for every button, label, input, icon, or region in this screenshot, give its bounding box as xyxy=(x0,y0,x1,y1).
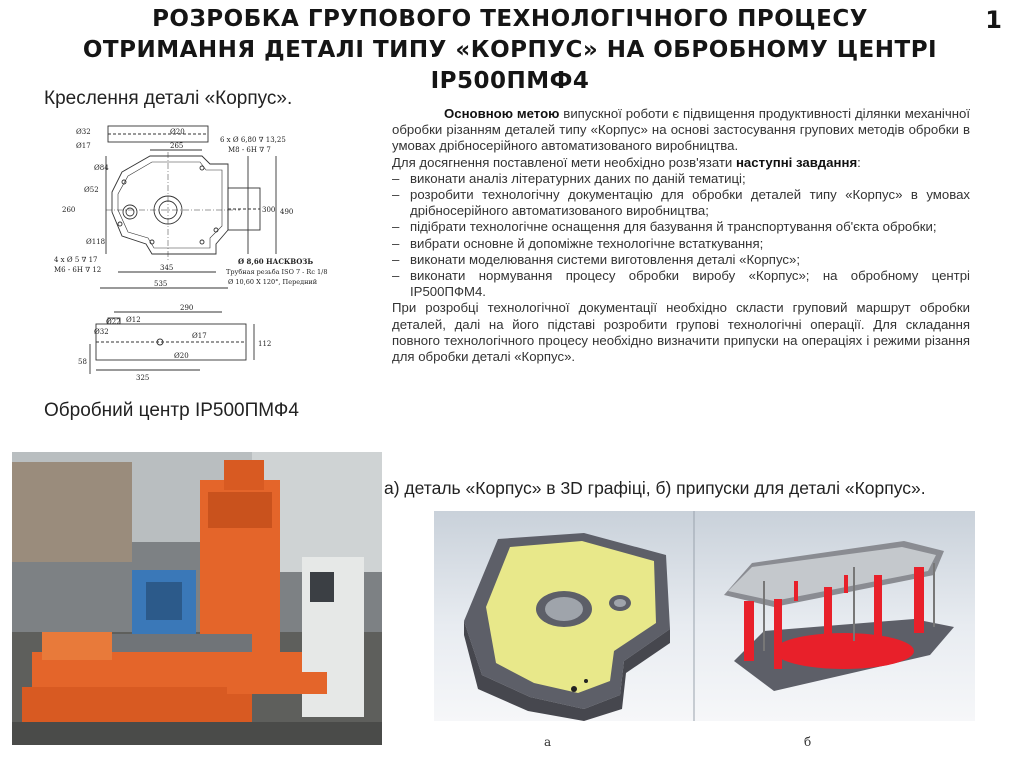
part-3d-render xyxy=(434,511,975,721)
drawing-caption: Креслення деталі «Корпус». xyxy=(44,88,293,109)
dim-d17b: Ø17 xyxy=(192,332,207,340)
dim-d17: Ø17 xyxy=(76,142,91,150)
task-text: вибрати основне й допоміжне технологічне встаткування; xyxy=(410,235,764,251)
dash-marker: – xyxy=(392,251,400,267)
goal-text: випускної роботи є підвищення продуктивності ділянки механічної обробки різанням деталей типу «Корпус» на основі застосування групових методів обробки в умовах дрібносерійного автоматизованого виробництва. xyxy=(392,106,970,154)
documentation-paragraph: При розробці технологічної документації необхідно скласти груповий маршрут обробки деталей, далі на його підставі розробити групові технологічні операції. Для складання повного технологічного процесу необхідно визначити припуски на операціях і режими різання для обробки деталі «Корпус». xyxy=(392,300,970,365)
dim-d300: 300 xyxy=(262,206,276,214)
dash-marker: – xyxy=(392,235,400,251)
title-line-1: РОЗРОБКА ГРУПОВОГО ТЕХНОЛОГІЧНОГО ПРОЦЕСУ xyxy=(152,6,868,32)
task-text: розробити технологічну документацію для обробки деталей типу «Корпус» в умовах дрібносерійного автоматизованого виробництва; xyxy=(410,187,970,219)
tasks-intro xyxy=(392,155,970,171)
dim-d84: Ø84 xyxy=(94,164,109,172)
note-thru: Ø 8,60 НАСКВОЗЬ xyxy=(238,257,314,266)
tasks-intro-colon: : xyxy=(857,154,861,170)
list-item xyxy=(392,187,970,219)
dim-d265: 265 xyxy=(170,142,184,150)
dim-d58: 58 xyxy=(78,358,87,366)
goal-bold: Основною метою xyxy=(444,106,560,121)
tasks-list xyxy=(392,171,970,301)
dash-marker: – xyxy=(392,187,400,203)
dim-d290: 290 xyxy=(180,304,194,312)
render-caption: а) деталь «Корпус» в 3D графіці, б) припуски для деталі «Корпус». xyxy=(384,478,926,498)
dim-d490: 490 xyxy=(280,208,294,216)
technical-drawing xyxy=(50,112,390,382)
note-holes-b: M8 - 6H ∇ 7 xyxy=(228,146,271,154)
dim-d20: Ø20 xyxy=(170,128,185,136)
list-item xyxy=(392,252,970,268)
note-holes-c: 4 x Ø 5 ∇ 17 xyxy=(54,256,98,264)
dim-d345: 345 xyxy=(160,264,174,272)
dim-d260: 260 xyxy=(62,206,76,214)
note-holes-d: M6 - 6H ∇ 12 xyxy=(54,266,102,274)
render-label-a: а xyxy=(544,735,552,749)
tasks-intro-bold: наступні завдання xyxy=(735,154,858,170)
title-line-2: ОТРИМАННЯ ДЕТАЛІ ТИПУ «КОРПУС» НА ОБРОБНОМУ ЦЕНТРІ xyxy=(82,37,938,63)
dim-d12: Ø12 xyxy=(126,316,141,324)
render-b-allowances xyxy=(724,541,954,691)
list-item xyxy=(392,268,970,300)
dim-d52: Ø52 xyxy=(84,186,99,194)
list-item xyxy=(392,171,970,187)
dim-d32b: Ø32 xyxy=(94,328,109,336)
note-pipe: Трубная резьба ISO 7 - Rc 1/8 xyxy=(226,268,328,276)
dash-marker: – xyxy=(392,268,400,284)
drawing-bore-small xyxy=(123,205,137,219)
note-chamfer: Ø 10,60 X 120°, Передний xyxy=(228,278,318,286)
title-line-3: ІР500ПМФ4 xyxy=(430,68,590,94)
task-text: виконати нормування процесу обробки виробу «Корпус»; на обробному центрі ІР500ПФМ4. xyxy=(410,268,970,300)
dim-d32: Ø32 xyxy=(76,128,91,136)
dim-d22: Ø22 xyxy=(106,318,121,326)
page-title xyxy=(40,4,980,97)
body-text xyxy=(392,106,970,365)
task-text: виконати моделювання системи виготовлення деталі «Корпус»; xyxy=(410,251,800,267)
dim-d535: 535 xyxy=(154,280,168,288)
dash-marker: – xyxy=(392,219,400,235)
machining-center-photo xyxy=(12,452,382,745)
dim-d20b: Ø20 xyxy=(174,352,189,360)
dim-d325: 325 xyxy=(136,374,150,382)
list-item xyxy=(392,219,970,235)
dash-marker: – xyxy=(392,170,400,186)
task-text: підібрати технологічне оснащення для базування й транспортування об'єкта обробки; xyxy=(410,219,937,235)
task-text: виконати аналіз літературних даних по даній тематиці; xyxy=(410,170,746,186)
render-label-b: б xyxy=(804,735,812,749)
dim-d112: 112 xyxy=(258,340,272,348)
goal-paragraph xyxy=(392,106,970,155)
list-item xyxy=(392,236,970,252)
tasks-intro-text: Для досягнення поставленої мети необхідно розв'язати xyxy=(392,154,736,170)
page-number: 1 xyxy=(985,6,1002,34)
machine-caption: Обробний центр ІР500ПМФ4 xyxy=(44,400,299,421)
render-a-part xyxy=(464,533,670,721)
note-holes-a: 6 x Ø 6,80 ∇ 13,25 xyxy=(220,136,286,144)
dim-d118: Ø118 xyxy=(86,238,106,246)
